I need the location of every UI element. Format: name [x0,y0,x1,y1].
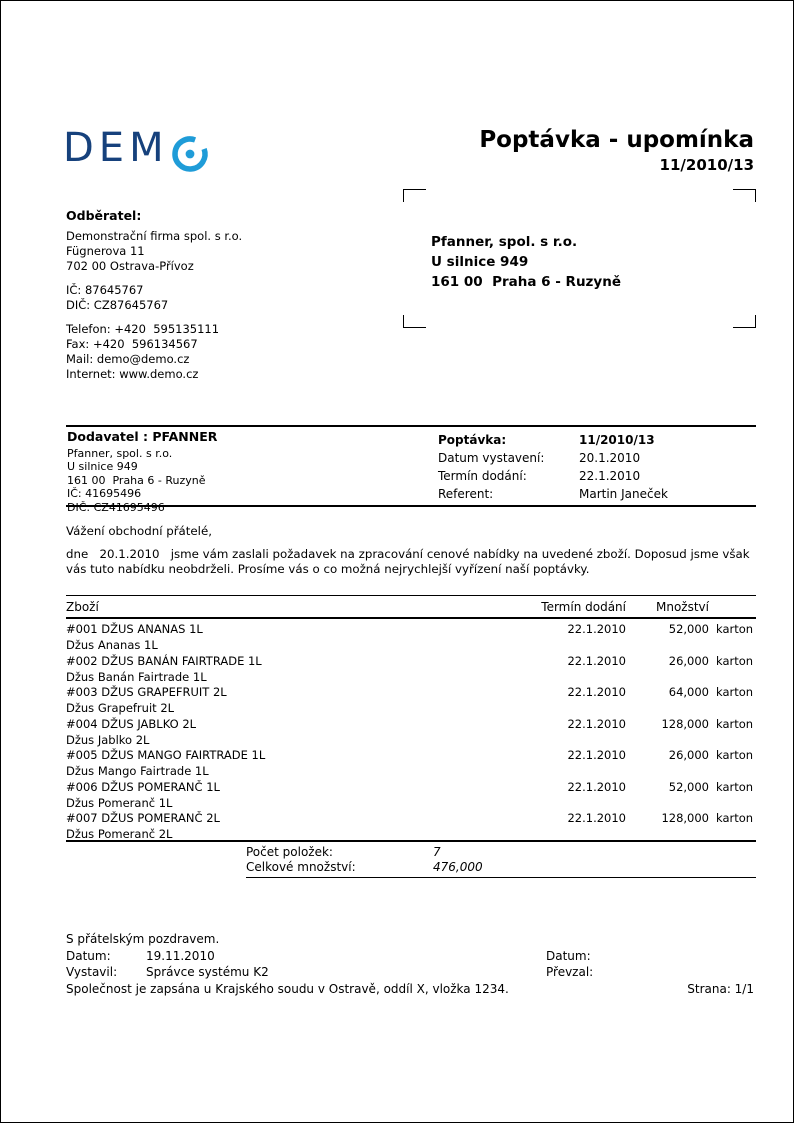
customer-phone: Telefon: +420 595135111 [66,322,220,336]
letter-salutation: Vážení obchodní přátelé, [66,524,212,538]
header-delivery: Termín dodání [541,600,626,614]
item-unit: karton [716,748,754,762]
item-unit: karton [716,653,754,668]
item-unit: karton [716,716,754,731]
item-quantity: 128,000 [661,716,709,731]
item-description: Džus Banán Fairtrade 1L [66,669,207,684]
supplier-city: 161 00 Praha 6 - Ruzyně [67,473,206,487]
item-code-name: #006 DŽUS POMERANČ 1L [66,779,220,794]
item-delivery-date: 22.1.2010 [567,811,626,825]
header-quantity: Množství [656,600,709,614]
items-table [66,595,756,878]
supplier-ic: IČ: 41695496 [67,487,142,500]
page-title: Poptávka - upomínka [479,127,754,153]
item-quantity: 64,000 [668,685,709,699]
item-count-label: Počet položek: [246,844,333,859]
item-code-name: #001 DŽUS ANANAS 1L [66,622,203,636]
company-registration-note: Společnost je zapsána u Krajského soudu v Ostravě, oddíl X, vložka 1234. [66,982,509,996]
logo-ring-icon [170,129,210,173]
inquiry-issue-date-label: Datum vystavení: [438,451,545,465]
table-row [66,808,756,840]
table-row [66,619,756,651]
supplier-dic: DIČ: CZ41695496 [67,500,165,514]
total-quantity-label: Celkové množství: [246,859,356,874]
inquiry-issue-date-value: 20.1.2010 [579,451,641,465]
inquiry-number-label: Poptávka: [438,433,507,447]
table-row [66,777,756,809]
customer-internet: Internet: www.demo.cz [66,367,199,381]
item-description: Džus Mango Fairtrade 1L [66,764,209,778]
items-table-header [66,595,756,619]
item-code-name: #004 DŽUS JABLKO 2L [66,716,197,731]
received-by-label: Převzal: [546,965,594,979]
item-unit: karton [716,685,754,699]
item-unit: karton [716,779,754,794]
customer-street: Fügnerova 11 [66,244,145,258]
letter-text [66,524,758,578]
item-quantity: 128,000 [661,811,709,825]
logo-text: DEM [63,125,169,171]
item-quantity: 52,000 [668,622,709,636]
total-quantity-value: 476,000 [433,859,483,874]
item-description: Džus Grapefruit 2L [66,701,175,715]
item-count-value: 7 [433,844,441,859]
customer-mail: Mail: demo@demo.cz [66,352,190,366]
address-window-corner-top-right [733,189,756,202]
table-row [66,651,756,683]
letter-body: dne 20.1.2010 jsme vám zaslali požadavek na zpracování cenové nabídky na uvedené zboží. Doposud jsme však vás tuto nabídku neobdrželi. Prosíme vás o co možná nejrychlejší vyřízení naší poptávky. [66,546,754,576]
supplier-label: Dodavatel : PFANNER [67,429,218,444]
inquiry-info [438,431,668,503]
issued-by-value: Správce systému K2 [146,965,269,979]
item-delivery-date: 22.1.2010 [567,685,626,699]
table-row [66,714,756,746]
table-row [66,745,756,777]
page-number: Strana: 1/1 [687,982,754,996]
customer-ic: IČ: 87645767 [66,283,144,297]
document-header [479,127,754,174]
closing-phrase: S přátelským pozdravem. [66,932,220,946]
item-code-name: #002 DŽUS BANÁN FAIRTRADE 1L [66,653,262,668]
company-logo [63,125,210,173]
customer-label: Odběratel: [66,208,142,223]
item-code-name: #007 DŽUS POMERANČ 2L [66,811,220,825]
item-description: Džus Ananas 1L [66,638,158,652]
item-unit: karton [716,811,754,825]
inquiry-delivery-date-value: 22.1.2010 [579,469,641,483]
inquiry-delivery-date-label: Termín dodání: [438,469,527,483]
item-delivery-date: 22.1.2010 [567,779,626,794]
table-row [66,682,756,714]
issued-by-label: Vystavil: [66,965,118,979]
address-window-corner-top-left [403,189,426,202]
customer-fax: Fax: +420 596134567 [66,337,198,351]
item-quantity: 52,000 [668,779,709,794]
recipient-date-label: Datum: [546,949,591,963]
inquiry-referent-label: Referent: [438,487,494,501]
header-goods: Zboží [66,600,99,614]
supplier-name: Pfanner, spol. s r.o. [67,446,173,460]
item-quantity: 26,000 [668,653,709,668]
item-code-name: #003 DŽUS GRAPEFRUIT 2L [66,685,227,699]
address-window-corner-bottom-right [733,315,756,328]
supplier-inquiry-band [66,425,756,514]
item-delivery-date: 22.1.2010 [567,716,626,731]
recipient-street: U silnice 949 [431,254,529,270]
date-label: Datum: [66,949,111,963]
item-delivery-date: 22.1.2010 [567,622,626,636]
item-description: Džus Pomeranč 2L [66,827,173,841]
recipient-address [431,232,621,292]
recipient-city: 161 00 Praha 6 - Ruzyně [431,274,621,290]
inquiry-number-value: 11/2010/13 [579,433,655,447]
document-number: 11/2010/13 [659,156,754,174]
item-description: Džus Jablko 2L [66,732,150,747]
customer-block [66,208,242,382]
totals-summary [246,842,756,878]
item-description: Džus Pomeranč 1L [66,795,173,810]
item-delivery-date: 22.1.2010 [567,748,626,762]
item-quantity: 26,000 [668,748,709,762]
inquiry-referent-value: Martin Janeček [579,487,668,501]
item-delivery-date: 22.1.2010 [567,653,626,668]
customer-name: Demonstrační firma spol. s r.o. [66,229,243,243]
supplier-block [67,430,217,514]
supplier-street: U silnice 949 [67,460,138,473]
date-value: 19.11.2010 [146,949,215,963]
customer-city: 702 00 Ostrava-Přívoz [66,259,194,273]
item-unit: karton [716,622,754,636]
recipient-name: Pfanner, spol. s r.o. [431,234,578,250]
customer-dic: DIČ: CZ87645767 [66,298,169,312]
item-code-name: #005 DŽUS MANGO FAIRTRADE 1L [66,748,266,762]
address-window-corner-bottom-left [403,315,426,328]
